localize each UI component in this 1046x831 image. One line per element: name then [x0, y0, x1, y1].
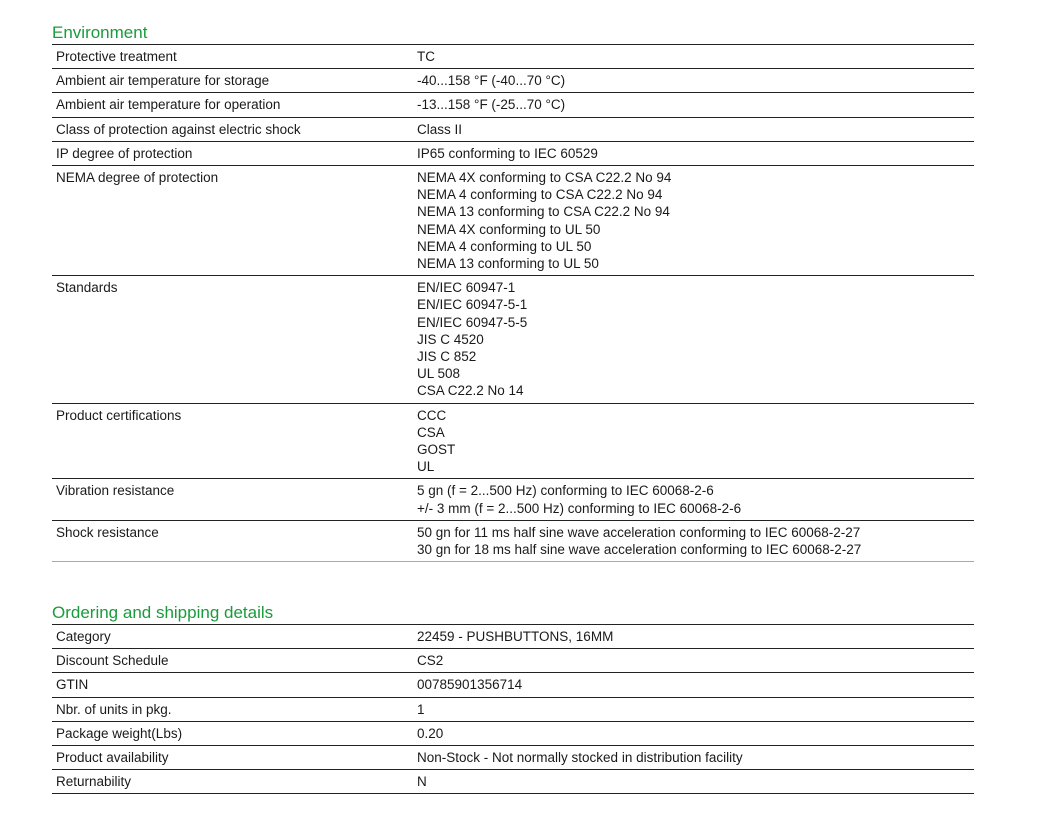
- value-line: TC: [417, 49, 435, 64]
- value-line: CSA C22.2 No 14: [417, 383, 524, 399]
- row-value: [417, 482, 974, 516]
- table-row: [52, 69, 974, 93]
- value-line: -40...158 °F (-40...70 °C): [417, 73, 566, 89]
- value-line: NEMA 4 conforming to UL 50: [417, 238, 592, 254]
- row-label: IP degree of protection: [56, 145, 193, 161]
- value-line: JIS C 852: [417, 349, 477, 365]
- value-line: NEMA 13 conforming to CSA C22.2 No 94: [417, 204, 670, 220]
- value-line: NEMA 4X conforming to CSA C22.2 No 94: [417, 170, 672, 186]
- value-line: IP65 conforming to IEC 60529: [417, 145, 598, 161]
- value-line: CS2: [417, 653, 444, 669]
- row-value: [417, 676, 974, 693]
- table-row: [52, 45, 974, 69]
- value-line: Non-Stock - Not normally stocked in distribution facility: [417, 750, 743, 766]
- value-line: 0.20: [417, 725, 444, 741]
- value-line: CSA: [417, 424, 445, 440]
- row-label: Vibration resistance: [56, 483, 175, 499]
- value-line: EN/IEC 60947-5-5: [417, 314, 528, 330]
- row-label: Protective treatment: [56, 49, 177, 64]
- value-line: UL 508: [417, 366, 461, 382]
- value-line: NEMA 4X conforming to UL 50: [417, 221, 601, 237]
- value-line: NEMA 4 conforming to CSA C22.2 No 94: [417, 187, 663, 203]
- value-line: -13...158 °F (-25...70 °C): [417, 97, 566, 113]
- row-label: GTIN: [56, 677, 89, 693]
- row-label: Package weight(Lbs): [56, 725, 183, 741]
- ordering-section: [52, 602, 974, 794]
- row-value: [417, 48, 974, 65]
- table-row: [52, 625, 974, 649]
- row-value: [417, 145, 974, 162]
- table-row: [52, 479, 974, 520]
- row-value: [417, 773, 974, 790]
- table-row: [52, 698, 974, 722]
- value-line: NEMA 13 conforming to UL 50: [417, 256, 599, 272]
- value-line: 22459 - PUSHBUTTONS, 16MM: [417, 629, 614, 644]
- ordering-title: Ordering and shipping details: [52, 602, 974, 625]
- row-label: Ambient air temperature for operation: [56, 97, 281, 113]
- value-line: 30 gn for 18 ms half sine wave acceleration conforming to IEC 60068-2-27: [417, 542, 862, 558]
- row-label: Returnability: [56, 774, 132, 790]
- table-row: [52, 770, 974, 794]
- environment-table: [52, 45, 974, 562]
- row-label: Class of protection against electric shock: [56, 121, 301, 137]
- row-label: Category: [56, 629, 111, 644]
- row-value: [417, 652, 974, 669]
- value-line: CCC: [417, 407, 447, 423]
- ordering-table: [52, 625, 974, 794]
- value-line: 50 gn for 11 ms half sine wave acceleration conforming to IEC 60068-2-27: [417, 524, 861, 540]
- table-row: [52, 746, 974, 770]
- row-label: NEMA degree of protection: [56, 170, 219, 186]
- row-value: [417, 407, 974, 476]
- environment-title: Environment: [52, 22, 974, 45]
- row-label: Ambient air temperature for storage: [56, 73, 270, 89]
- value-line: +/- 3 mm (f = 2...500 Hz) conforming to IEC 60068-2-6: [417, 500, 742, 516]
- value-line: 1: [417, 701, 425, 717]
- value-line: N: [417, 774, 427, 790]
- value-line: Class II: [417, 121, 463, 137]
- value-line: EN/IEC 60947-1: [417, 280, 516, 296]
- row-value: [417, 701, 974, 718]
- table-row: [52, 118, 974, 142]
- table-row: [52, 521, 974, 562]
- row-label: Nbr. of units in pkg.: [56, 701, 172, 717]
- row-value: [417, 169, 974, 272]
- table-row: [52, 673, 974, 697]
- environment-section: [52, 22, 974, 562]
- row-value: [417, 121, 974, 138]
- table-row: [52, 722, 974, 746]
- row-label: Discount Schedule: [56, 653, 169, 669]
- value-line: EN/IEC 60947-5-1: [417, 297, 528, 313]
- table-row: [52, 142, 974, 166]
- table-row: [52, 404, 974, 480]
- row-value: [417, 749, 974, 766]
- row-value: [417, 725, 974, 742]
- row-value: [417, 96, 974, 113]
- value-line: JIS C 4520: [417, 331, 484, 347]
- table-row: [52, 276, 974, 403]
- value-line: GOST: [417, 442, 456, 458]
- row-value: [417, 628, 974, 645]
- row-label: Standards: [56, 280, 118, 296]
- table-row: [52, 649, 974, 673]
- table-row: [52, 166, 974, 276]
- value-line: 5 gn (f = 2...500 Hz) conforming to IEC 60068-2-6: [417, 483, 714, 499]
- row-label: Product certifications: [56, 407, 182, 423]
- value-line: 00785901356714: [417, 677, 523, 693]
- row-value: [417, 279, 974, 399]
- table-row: [52, 93, 974, 117]
- row-label: Shock resistance: [56, 524, 159, 540]
- row-value: [417, 72, 974, 89]
- value-line: UL: [417, 459, 435, 475]
- row-value: [417, 524, 974, 558]
- row-label: Product availability: [56, 750, 169, 766]
